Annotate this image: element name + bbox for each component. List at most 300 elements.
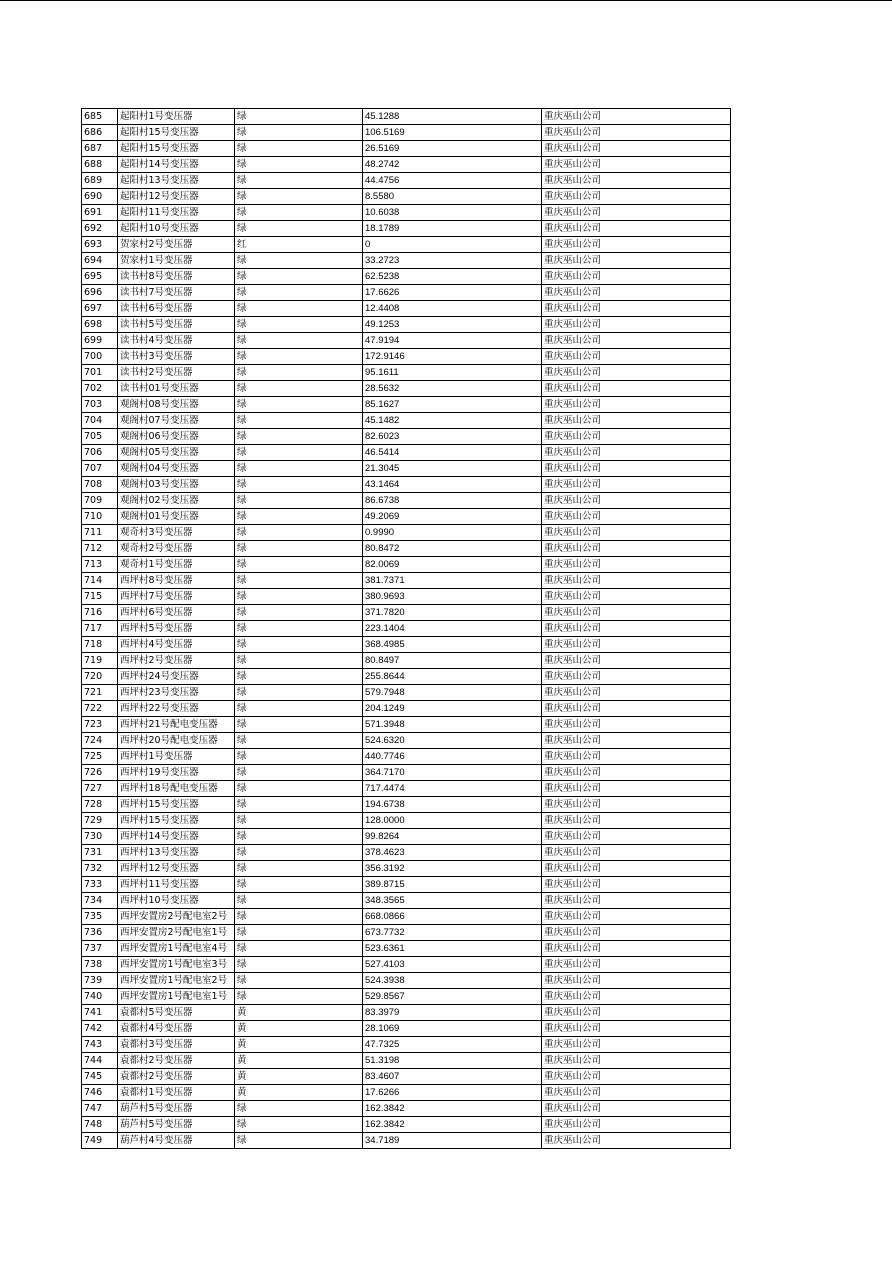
- row-number-cell: 717: [82, 621, 118, 637]
- company-name-cell: 重庆巫山公司: [542, 733, 731, 749]
- company-name-cell: 重庆巫山公司: [542, 189, 731, 205]
- company-name-cell: 重庆巫山公司: [542, 861, 731, 877]
- row-number-cell: 735: [82, 909, 118, 925]
- row-number-cell: 744: [82, 1053, 118, 1069]
- status-color-cell: 绿: [235, 685, 363, 701]
- status-color-cell: 绿: [235, 301, 363, 317]
- load-value-cell: 62.5238: [363, 269, 542, 285]
- company-name-cell: 重庆巫山公司: [542, 893, 731, 909]
- row-number-cell: 692: [82, 221, 118, 237]
- company-name-cell: 重庆巫山公司: [542, 461, 731, 477]
- load-value-cell: 10.6038: [363, 205, 542, 221]
- transformer-name-cell: 起阳村15号变压器: [118, 125, 235, 141]
- row-number-cell: 749: [82, 1133, 118, 1149]
- company-name-cell: 重庆巫山公司: [542, 637, 731, 653]
- row-number-cell: 747: [82, 1101, 118, 1117]
- table-row: [82, 701, 731, 717]
- table-row: [82, 1005, 731, 1021]
- company-name-cell: 重庆巫山公司: [542, 349, 731, 365]
- transformer-name-cell: 西坪村1号变压器: [118, 749, 235, 765]
- transformer-table: [81, 108, 731, 1149]
- company-name-cell: 重庆巫山公司: [542, 957, 731, 973]
- transformer-name-cell: 读书村3号变压器: [118, 349, 235, 365]
- load-value-cell: 571.3948: [363, 717, 542, 733]
- table-row: [82, 989, 731, 1005]
- company-name-cell: 重庆巫山公司: [542, 765, 731, 781]
- company-name-cell: 重庆巫山公司: [542, 701, 731, 717]
- table-row: [82, 957, 731, 973]
- table-row: [82, 1101, 731, 1117]
- transformer-name-cell: 西坪村21号配电变压器: [118, 717, 235, 733]
- row-number-cell: 732: [82, 861, 118, 877]
- status-color-cell: 绿: [235, 637, 363, 653]
- load-value-cell: 34.7189: [363, 1133, 542, 1149]
- status-color-cell: 绿: [235, 493, 363, 509]
- load-value-cell: 12.4408: [363, 301, 542, 317]
- company-name-cell: 重庆巫山公司: [542, 573, 731, 589]
- company-name-cell: 重庆巫山公司: [542, 301, 731, 317]
- status-color-cell: 绿: [235, 701, 363, 717]
- load-value-cell: 524.6320: [363, 733, 542, 749]
- status-color-cell: 黄: [235, 1053, 363, 1069]
- row-number-cell: 704: [82, 413, 118, 429]
- transformer-name-cell: 起阳村10号变压器: [118, 221, 235, 237]
- table-row: [82, 125, 731, 141]
- company-name-cell: 重庆巫山公司: [542, 829, 731, 845]
- table-row: [82, 685, 731, 701]
- transformer-name-cell: 西坪村15号变压器: [118, 797, 235, 813]
- status-color-cell: 绿: [235, 1133, 363, 1149]
- status-color-cell: 绿: [235, 733, 363, 749]
- status-color-cell: 黄: [235, 1085, 363, 1101]
- transformer-name-cell: 西坪村15号变压器: [118, 813, 235, 829]
- table-row: [82, 317, 731, 333]
- load-value-cell: 255.8644: [363, 669, 542, 685]
- company-name-cell: 重庆巫山公司: [542, 845, 731, 861]
- company-name-cell: 重庆巫山公司: [542, 1053, 731, 1069]
- company-name-cell: 重庆巫山公司: [542, 589, 731, 605]
- company-name-cell: 重庆巫山公司: [542, 1117, 731, 1133]
- transformer-name-cell: 读书村01号变压器: [118, 381, 235, 397]
- company-name-cell: 重庆巫山公司: [542, 1069, 731, 1085]
- transformer-name-cell: 读书村6号变压器: [118, 301, 235, 317]
- row-number-cell: 724: [82, 733, 118, 749]
- table-row: [82, 221, 731, 237]
- load-value-cell: 17.6266: [363, 1085, 542, 1101]
- row-number-cell: 708: [82, 477, 118, 493]
- transformer-name-cell: 起阳村13号变压器: [118, 173, 235, 189]
- row-number-cell: 748: [82, 1117, 118, 1133]
- transformer-name-cell: 袁都村1号变压器: [118, 1085, 235, 1101]
- table-row: [82, 109, 731, 125]
- company-name-cell: 重庆巫山公司: [542, 813, 731, 829]
- row-number-cell: 725: [82, 749, 118, 765]
- load-value-cell: 43.1464: [363, 477, 542, 493]
- company-name-cell: 重庆巫山公司: [542, 909, 731, 925]
- row-number-cell: 743: [82, 1037, 118, 1053]
- transformer-name-cell: 西坪安置房1号配电室2号: [118, 973, 235, 989]
- row-number-cell: 685: [82, 109, 118, 125]
- table-row: [82, 269, 731, 285]
- row-number-cell: 711: [82, 525, 118, 541]
- company-name-cell: 重庆巫山公司: [542, 717, 731, 733]
- load-value-cell: 204.1249: [363, 701, 542, 717]
- row-number-cell: 693: [82, 237, 118, 253]
- table-row: [82, 349, 731, 365]
- transformer-name-cell: 读书村5号变压器: [118, 317, 235, 333]
- load-value-cell: 524.3938: [363, 973, 542, 989]
- table-row: [82, 813, 731, 829]
- company-name-cell: 重庆巫山公司: [542, 989, 731, 1005]
- status-color-cell: 绿: [235, 621, 363, 637]
- transformer-name-cell: 起阳村14号变压器: [118, 157, 235, 173]
- status-color-cell: 绿: [235, 1101, 363, 1117]
- table-row: [82, 1021, 731, 1037]
- status-color-cell: 绿: [235, 509, 363, 525]
- status-color-cell: 绿: [235, 797, 363, 813]
- load-value-cell: 380.9693: [363, 589, 542, 605]
- status-color-cell: 绿: [235, 653, 363, 669]
- row-number-cell: 715: [82, 589, 118, 605]
- load-value-cell: 440.7746: [363, 749, 542, 765]
- table-row: [82, 605, 731, 621]
- status-color-cell: 绿: [235, 461, 363, 477]
- table-row: [82, 397, 731, 413]
- row-number-cell: 721: [82, 685, 118, 701]
- load-value-cell: 368.4985: [363, 637, 542, 653]
- company-name-cell: 重庆巫山公司: [542, 109, 731, 125]
- load-value-cell: 378.4623: [363, 845, 542, 861]
- load-value-cell: 28.5632: [363, 381, 542, 397]
- table-row: [82, 733, 731, 749]
- load-value-cell: 21.3045: [363, 461, 542, 477]
- status-color-cell: 绿: [235, 861, 363, 877]
- status-color-cell: 绿: [235, 477, 363, 493]
- table-row: [82, 301, 731, 317]
- table-row: [82, 445, 731, 461]
- load-value-cell: 162.3842: [363, 1117, 542, 1133]
- row-number-cell: 686: [82, 125, 118, 141]
- table-row: [82, 845, 731, 861]
- load-value-cell: 45.1288: [363, 109, 542, 125]
- status-color-cell: 黄: [235, 1069, 363, 1085]
- row-number-cell: 722: [82, 701, 118, 717]
- row-number-cell: 700: [82, 349, 118, 365]
- table-row: [82, 333, 731, 349]
- status-color-cell: 绿: [235, 333, 363, 349]
- load-value-cell: 83.4607: [363, 1069, 542, 1085]
- load-value-cell: 83.3979: [363, 1005, 542, 1021]
- company-name-cell: 重庆巫山公司: [542, 397, 731, 413]
- transformer-name-cell: 读书村4号变压器: [118, 333, 235, 349]
- status-color-cell: 绿: [235, 205, 363, 221]
- top-border-line: [0, 0, 892, 1]
- transformer-name-cell: 西坪安置房1号配电室4号: [118, 941, 235, 957]
- table-row: [82, 237, 731, 253]
- row-number-cell: 699: [82, 333, 118, 349]
- load-value-cell: 48.2742: [363, 157, 542, 173]
- table-row: [82, 653, 731, 669]
- table-row: [82, 829, 731, 845]
- load-value-cell: 364.7170: [363, 765, 542, 781]
- row-number-cell: 703: [82, 397, 118, 413]
- transformer-name-cell: 西坪村14号变压器: [118, 829, 235, 845]
- table-row: [82, 765, 731, 781]
- company-name-cell: 重庆巫山公司: [542, 541, 731, 557]
- transformer-name-cell: 起阳村15号变压器: [118, 141, 235, 157]
- load-value-cell: 8.5580: [363, 189, 542, 205]
- company-name-cell: 重庆巫山公司: [542, 525, 731, 541]
- table-row: [82, 909, 731, 925]
- row-number-cell: 710: [82, 509, 118, 525]
- load-value-cell: 668.0866: [363, 909, 542, 925]
- table-row: [82, 941, 731, 957]
- load-value-cell: 85.1627: [363, 397, 542, 413]
- company-name-cell: 重庆巫山公司: [542, 685, 731, 701]
- company-name-cell: 重庆巫山公司: [542, 1005, 731, 1021]
- row-number-cell: 712: [82, 541, 118, 557]
- load-value-cell: 80.8472: [363, 541, 542, 557]
- table-row: [82, 621, 731, 637]
- company-name-cell: 重庆巫山公司: [542, 157, 731, 173]
- transformer-name-cell: 葫芦村4号变压器: [118, 1133, 235, 1149]
- company-name-cell: 重庆巫山公司: [542, 941, 731, 957]
- status-color-cell: 绿: [235, 957, 363, 973]
- transformer-name-cell: 起阳村12号变压器: [118, 189, 235, 205]
- table-row: [82, 749, 731, 765]
- load-value-cell: 26.5169: [363, 141, 542, 157]
- transformer-name-cell: 葫芦村5号变压器: [118, 1101, 235, 1117]
- load-value-cell: 172.9146: [363, 349, 542, 365]
- row-number-cell: 737: [82, 941, 118, 957]
- table-row: [82, 589, 731, 605]
- transformer-name-cell: 起阳村11号变压器: [118, 205, 235, 221]
- load-value-cell: 194.6738: [363, 797, 542, 813]
- transformer-name-cell: 西坪安置房1号配电室1号: [118, 989, 235, 1005]
- status-color-cell: 绿: [235, 589, 363, 605]
- table-body: [82, 109, 731, 1149]
- transformer-name-cell: 观奇村1号变压器: [118, 557, 235, 573]
- company-name-cell: 重庆巫山公司: [542, 413, 731, 429]
- table-row: [82, 861, 731, 877]
- status-color-cell: 绿: [235, 413, 363, 429]
- row-number-cell: 719: [82, 653, 118, 669]
- company-name-cell: 重庆巫山公司: [542, 781, 731, 797]
- table-row: [82, 253, 731, 269]
- status-color-cell: 绿: [235, 125, 363, 141]
- company-name-cell: 重庆巫山公司: [542, 973, 731, 989]
- row-number-cell: 694: [82, 253, 118, 269]
- status-color-cell: 绿: [235, 845, 363, 861]
- table-row: [82, 381, 731, 397]
- table-row: [82, 509, 731, 525]
- status-color-cell: 绿: [235, 381, 363, 397]
- load-value-cell: 162.3842: [363, 1101, 542, 1117]
- company-name-cell: 重庆巫山公司: [542, 365, 731, 381]
- status-color-cell: 绿: [235, 669, 363, 685]
- table-row: [82, 573, 731, 589]
- company-name-cell: 重庆巫山公司: [542, 1133, 731, 1149]
- transformer-name-cell: 观阁村07号变压器: [118, 413, 235, 429]
- row-number-cell: 706: [82, 445, 118, 461]
- company-name-cell: 重庆巫山公司: [542, 605, 731, 621]
- company-name-cell: 重庆巫山公司: [542, 669, 731, 685]
- status-color-cell: 绿: [235, 525, 363, 541]
- status-color-cell: 绿: [235, 349, 363, 365]
- transformer-name-cell: 读书村7号变压器: [118, 285, 235, 301]
- company-name-cell: 重庆巫山公司: [542, 477, 731, 493]
- table-row: [82, 541, 731, 557]
- load-value-cell: 527.4103: [363, 957, 542, 973]
- status-color-cell: 绿: [235, 557, 363, 573]
- row-number-cell: 697: [82, 301, 118, 317]
- transformer-name-cell: 袁都村2号变压器: [118, 1069, 235, 1085]
- load-value-cell: 389.8715: [363, 877, 542, 893]
- row-number-cell: 688: [82, 157, 118, 173]
- table-row: [82, 797, 731, 813]
- transformer-name-cell: 西坪村7号变压器: [118, 589, 235, 605]
- table-row: [82, 1117, 731, 1133]
- row-number-cell: 691: [82, 205, 118, 221]
- company-name-cell: 重庆巫山公司: [542, 237, 731, 253]
- row-number-cell: 726: [82, 765, 118, 781]
- row-number-cell: 687: [82, 141, 118, 157]
- company-name-cell: 重庆巫山公司: [542, 381, 731, 397]
- row-number-cell: 727: [82, 781, 118, 797]
- status-color-cell: 绿: [235, 893, 363, 909]
- transformer-name-cell: 西坪安置房2号配电室2号: [118, 909, 235, 925]
- load-value-cell: 46.5414: [363, 445, 542, 461]
- company-name-cell: 重庆巫山公司: [542, 621, 731, 637]
- row-number-cell: 730: [82, 829, 118, 845]
- status-color-cell: 绿: [235, 397, 363, 413]
- status-color-cell: 绿: [235, 173, 363, 189]
- transformer-name-cell: 观奇村2号变压器: [118, 541, 235, 557]
- load-value-cell: 95.1611: [363, 365, 542, 381]
- company-name-cell: 重庆巫山公司: [542, 269, 731, 285]
- load-value-cell: 17.6626: [363, 285, 542, 301]
- table-row: [82, 893, 731, 909]
- transformer-name-cell: 西坪村13号变压器: [118, 845, 235, 861]
- transformer-name-cell: 西坪村5号变压器: [118, 621, 235, 637]
- status-color-cell: 绿: [235, 189, 363, 205]
- transformer-name-cell: 西坪村4号变压器: [118, 637, 235, 653]
- row-number-cell: 689: [82, 173, 118, 189]
- load-value-cell: 49.1253: [363, 317, 542, 333]
- table-row: [82, 141, 731, 157]
- transformer-name-cell: 贺家村1号变压器: [118, 253, 235, 269]
- table-row: [82, 157, 731, 173]
- transformer-name-cell: 西坪村6号变压器: [118, 605, 235, 621]
- load-value-cell: 106.5169: [363, 125, 542, 141]
- company-name-cell: 重庆巫山公司: [542, 125, 731, 141]
- transformer-name-cell: 袁都村3号变压器: [118, 1037, 235, 1053]
- load-value-cell: 99.8264: [363, 829, 542, 845]
- table-row: [82, 1085, 731, 1101]
- transformer-name-cell: 观阁村06号变压器: [118, 429, 235, 445]
- load-value-cell: 523.6361: [363, 941, 542, 957]
- transformer-name-cell: 观阁村05号变压器: [118, 445, 235, 461]
- row-number-cell: 716: [82, 605, 118, 621]
- table-row: [82, 669, 731, 685]
- table-row: [82, 1069, 731, 1085]
- company-name-cell: 重庆巫山公司: [542, 1037, 731, 1053]
- transformer-name-cell: 读书村8号变压器: [118, 269, 235, 285]
- status-color-cell: 黄: [235, 1021, 363, 1037]
- row-number-cell: 702: [82, 381, 118, 397]
- transformer-name-cell: 观阁村04号变压器: [118, 461, 235, 477]
- status-color-cell: 绿: [235, 973, 363, 989]
- transformer-name-cell: 贺家村2号变压器: [118, 237, 235, 253]
- status-color-cell: 绿: [235, 141, 363, 157]
- row-number-cell: 731: [82, 845, 118, 861]
- company-name-cell: 重庆巫山公司: [542, 509, 731, 525]
- company-name-cell: 重庆巫山公司: [542, 749, 731, 765]
- transformer-name-cell: 西坪村20号配电变压器: [118, 733, 235, 749]
- row-number-cell: 746: [82, 1085, 118, 1101]
- status-color-cell: 绿: [235, 157, 363, 173]
- status-color-cell: 绿: [235, 877, 363, 893]
- table-row: [82, 781, 731, 797]
- table-row: [82, 1037, 731, 1053]
- status-color-cell: 绿: [235, 445, 363, 461]
- load-value-cell: 579.7948: [363, 685, 542, 701]
- row-number-cell: 739: [82, 973, 118, 989]
- load-value-cell: 80.8497: [363, 653, 542, 669]
- table-row: [82, 1053, 731, 1069]
- row-number-cell: 705: [82, 429, 118, 445]
- status-color-cell: 绿: [235, 573, 363, 589]
- company-name-cell: 重庆巫山公司: [542, 797, 731, 813]
- status-color-cell: 红: [235, 237, 363, 253]
- company-name-cell: 重庆巫山公司: [542, 285, 731, 301]
- row-number-cell: 713: [82, 557, 118, 573]
- row-number-cell: 723: [82, 717, 118, 733]
- load-value-cell: 45.1482: [363, 413, 542, 429]
- company-name-cell: 重庆巫山公司: [542, 653, 731, 669]
- status-color-cell: 绿: [235, 285, 363, 301]
- status-color-cell: 绿: [235, 989, 363, 1005]
- company-name-cell: 重庆巫山公司: [542, 1085, 731, 1101]
- load-value-cell: 348.3565: [363, 893, 542, 909]
- transformer-name-cell: 西坪安置房1号配电室3号: [118, 957, 235, 973]
- status-color-cell: 绿: [235, 253, 363, 269]
- load-value-cell: 82.6023: [363, 429, 542, 445]
- load-value-cell: 0: [363, 237, 542, 253]
- transformer-name-cell: 西坪村23号变压器: [118, 685, 235, 701]
- company-name-cell: 重庆巫山公司: [542, 173, 731, 189]
- row-number-cell: 698: [82, 317, 118, 333]
- company-name-cell: 重庆巫山公司: [542, 429, 731, 445]
- row-number-cell: 720: [82, 669, 118, 685]
- table-row: [82, 525, 731, 541]
- transformer-name-cell: 葫芦村5号变压器: [118, 1117, 235, 1133]
- status-color-cell: 绿: [235, 269, 363, 285]
- status-color-cell: 绿: [235, 925, 363, 941]
- table-row: [82, 173, 731, 189]
- row-number-cell: 714: [82, 573, 118, 589]
- company-name-cell: 重庆巫山公司: [542, 141, 731, 157]
- table-row: [82, 1133, 731, 1149]
- status-color-cell: 绿: [235, 909, 363, 925]
- status-color-cell: 黄: [235, 1005, 363, 1021]
- table-row: [82, 877, 731, 893]
- transformer-name-cell: 观阁村02号变压器: [118, 493, 235, 509]
- status-color-cell: 绿: [235, 781, 363, 797]
- table-row: [82, 365, 731, 381]
- status-color-cell: 绿: [235, 941, 363, 957]
- table-row: [82, 477, 731, 493]
